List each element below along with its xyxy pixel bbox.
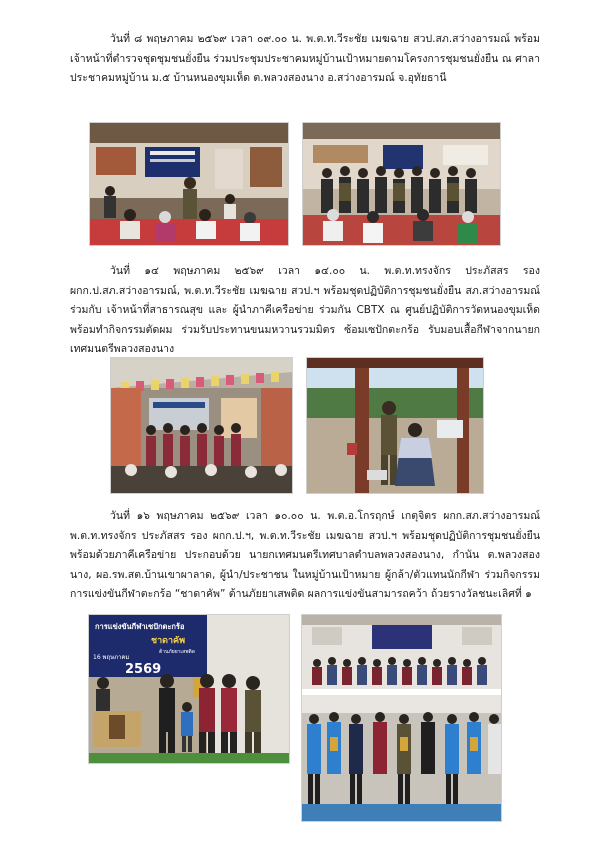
photo-cbtx-gathering: [110, 357, 293, 494]
photo-community-meeting-2: [302, 122, 501, 246]
banner-brand-text: ชาดาคัพ: [151, 636, 186, 646]
banner-title-text: การแข่งขันกีฬาเซปักตะกร้อ: [95, 622, 185, 631]
paragraph-1: วันที่ ๘ พฤษภาคม ๒๕๖๙ เวลา ๐๙.๐๐ น. พ.ต.ท.วีระชัย เมฆฉาย สวป.สภ.สว่างอารมณ์ พร้อมเจ้าหน้าที่ตำรวจชุดชุมชนยั่งยืน ร่วมประชุมประชาคมหมู่บ้านเป้าหมายตามโครงการชุมชนยั่งยืน ณ ศาลาประชาคมหมู่บ้าน ม.๕ บ้านหนองขุมเห็ด ต.พลวงสองนาง อ.สว่างอารมณ์ จ.อุทัยธานี: [70, 33, 540, 84]
paragraph-2: วันที่ ๑๔ พฤษภาคม ๒๕๖๙ เวลา ๑๔.๐๐ น. พ.ต.ท.ทรงจักร ประภัสสร รอง ผกก.ป.สภ.สว่างอารมณ์, พ.ต.ท.วีระชัย เมฆฉาย สวป.ฯ พร้อมชุดปฏิบัติการชุมชนยั่งยืน สภ.สว่างอารมณ์ ร่วมกับ เจ้าหน้าที่สาธารณสุข และ ผู้นำภาคีเครือข่าย ร่วมกัน CBTX ณ ศูนย์ปฏิบัติการวัดหนองขุมเห็ด พร้อมทำกิจกรรมตัดผม ร่วมรับประทานขนมหวานรวมมิตร ซ้อมเซปักตะกร้อ รับมอบเสื้อกีฬาจากนายกเทศมนตรีพลวงสองนาง: [70, 265, 540, 355]
banner-date-text: 16 พฤษภาคม: [93, 654, 130, 661]
photo-haircut-activity: [306, 357, 484, 494]
photo-trophy-presentation: [88, 614, 290, 764]
photo-community-meeting-1: [89, 122, 289, 246]
paragraph-3: วันที่ ๑๖ พฤษภาคม ๒๕๖๙ เวลา ๑๐.๐๐ น. พ.ต.อ.โกรฤกษ์ เกตุจิตร ผกก.สภ.สว่างอารมณ์ พ.ต.ท.ทรงจักร ประภัสสร รอง ผกก.ป.ฯ, พ.ต.ท.วีระชัย เมฆฉาย สวป.ฯ พร้อมชุดปฏิบัติการชุมชนยั่งยืนพร้อมด้วยภาคีเครือข่าย ประกอบด้วย นายกเทศมนตรีเทศบาลตำบลพลวงสองนาง, กำนัน ต.พลวงสองนาง, ผอ.รพ.สต.บ้านเขาผาลาด, ผู้นำ/ประชาชน ในหมู่บ้านเป้าหมาย ผู้กล้า/ตัวแทนนักกีฬา ร่วมกิจกรรมการแข่งขันกีฬาตะกร้อ “ชาดาคัพ” ต้านภัยยาเสพติด ผลการแข่งขันสามารถคว้า ถ้วยรางวัลชนะเลิศที่ ๑: [70, 510, 540, 600]
banner-year-text: 2569: [125, 662, 162, 677]
banner-sub-text: ต้านภัยยาเสพติด: [159, 649, 195, 655]
photo-team-group: [301, 614, 502, 822]
